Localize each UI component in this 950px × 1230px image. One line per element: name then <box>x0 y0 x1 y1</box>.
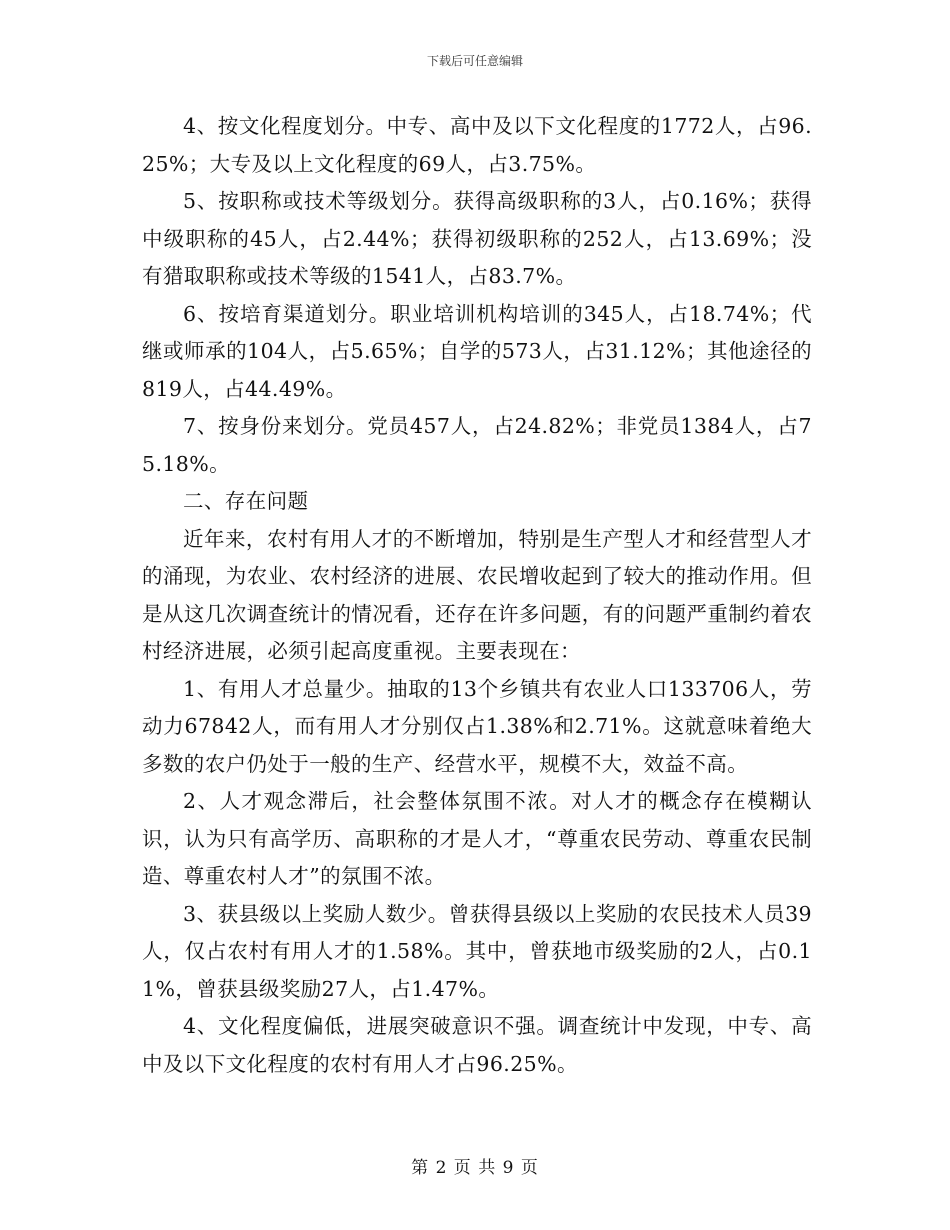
document-body <box>142 108 812 1083</box>
paragraph-education-level: 4、按文化程度划分。中专、高中及以下文化程度的1772人，占96.25%；大专及以上文化程度的69人，占3.75%。 <box>142 114 812 176</box>
section-heading-problems: 二、存在问题 <box>183 489 309 513</box>
paragraph-problems-intro: 近年来，农村有用人才的不断增加，特别是生产型人才和经营型人才的涌现，为农业、农村经济的进展、农民增收起到了较大的推动作用。但是从这几次调查统计的情况看，还存在许多问题，有的问题严重制约着农村经济进展，必须引起高度重视。主要表现在： <box>142 526 812 663</box>
paragraph-problem-3: 3、获县级以上奖励人数少。曾获得县级以上奖励的农民技术人员39人，仅占农村有用人才的1.58%。其中，曾获地市级奖励的2人，占0.11%，曾获县级奖励27人，占1.47%。 <box>142 901 812 1001</box>
paragraph-professional-title: 5、按职称或技术等级划分。获得高级职称的3人，占0.16%；获得中级职称的45人，占2.44%；获得初级职称的252人，占13.69%；没有猎取职称或技术等级的1541人，占83.7%。 <box>142 189 812 288</box>
page-number-footer: 第 2 页 共 9 页 <box>411 1158 539 1178</box>
paragraph-training-channel: 6、按培育渠道划分。职业培训机构培训的345人，占18.74%；代继或师承的104人，占5.65%；自学的573人，占31.12%；其他途径的819人，占44.49%。 <box>142 301 812 401</box>
paragraph-problem-2: 2、人才观念滞后，社会整体氛围不浓。对人才的概念存在模糊认识，认为只有高学历、高职称的才是人才，“尊重农民劳动、尊重农民制造、尊重农村人才”的氛围不浓。 <box>142 789 812 888</box>
page-header-note: 下载后可任意编辑 <box>426 54 523 68</box>
paragraph-problem-4: 4、文化程度偏低，进展突破意识不强。调查统计中发现，中专、高中及以下文化程度的农村有用人才占96.25%。 <box>142 1014 812 1076</box>
paragraph-political-status: 7、按身份来划分。党员457人，占24.82%；非党员1384人，占75.18%。 <box>142 414 812 476</box>
paragraph-problem-1: 1、有用人才总量少。抽取的13个乡镇共有农业人口133706人，劳动力67842人，而有用人才分别仅占1.38%和2.71%。这就意味着绝大多数的农户仍处于一般的生产、经营水平，规模不大，效益不高。 <box>142 676 812 776</box>
